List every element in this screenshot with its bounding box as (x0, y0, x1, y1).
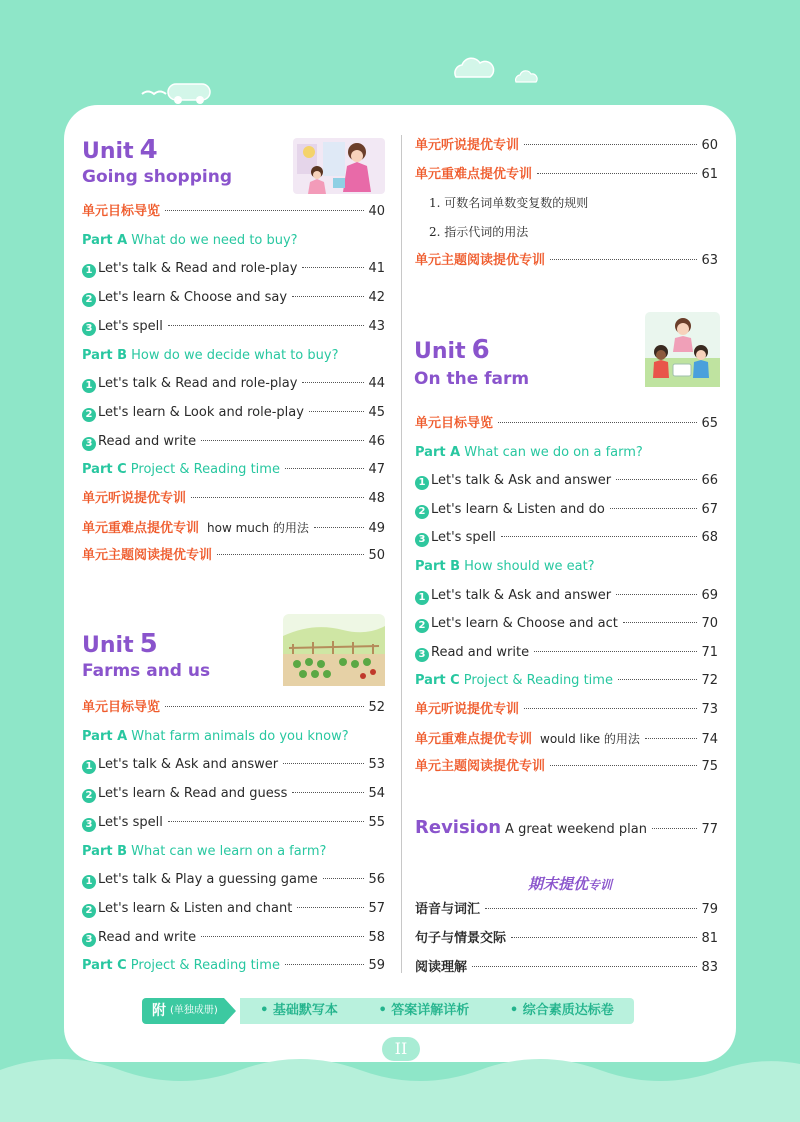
toc-entry-text: Let's spell (98, 318, 163, 334)
page-number: 67 (701, 501, 718, 517)
toc-row-special[interactable] (415, 413, 718, 435)
toc-entry-text: Part B How should we eat? (415, 559, 595, 574)
page-number: 40 (368, 204, 385, 219)
page-number: 60 (701, 138, 718, 153)
page-number: 72 (701, 673, 718, 689)
part-letter: Part C (82, 958, 127, 974)
lesson-number-badge: 1 (415, 476, 429, 490)
appendix-bar (142, 997, 634, 1025)
lesson-number-badge: 1 (82, 379, 96, 393)
toc-entry-text: Let's talk & Ask and answer (431, 587, 612, 603)
toc-entry-text: Part B How do we decide what to buy? (82, 347, 339, 363)
toc-entry-text: Read and write (431, 644, 530, 660)
toc-entry-text: Let's learn & Choose and act (431, 616, 618, 632)
leader-dots (165, 706, 364, 707)
toc-entry-text: Read and write (98, 929, 197, 945)
toc-row-lesson[interactable] (82, 898, 385, 920)
leader-dots (292, 296, 364, 297)
lesson-number-badge: 1 (82, 760, 96, 774)
toc-entry-text: Part A What farm animals do you know? (82, 728, 349, 744)
toc-row-lesson[interactable] (82, 869, 385, 891)
final-heading-tail: 专训 (588, 878, 613, 892)
page-number: 69 (701, 587, 718, 603)
leader-dots (524, 708, 697, 709)
toc-entry-text: 阅读理解 (415, 960, 468, 975)
page-number: 75 (701, 759, 718, 775)
toc-row-lesson[interactable] (415, 585, 718, 607)
toc-entry-text: Let's learn & Read and guess (98, 786, 288, 802)
toc-entry-text: Part B What can we learn on a farm? (82, 843, 327, 859)
unit4-title (82, 136, 158, 166)
toc-entry-text: Let's learn & Look and role-play (98, 404, 304, 420)
cloud-decoration-2 (512, 68, 540, 86)
toc-entry-note: how much 的用法 (207, 520, 309, 535)
leader-dots (165, 210, 364, 211)
leader-dots (616, 479, 697, 480)
page-number: 44 (368, 376, 385, 392)
leader-dots (309, 411, 365, 412)
page-number: 70 (701, 616, 718, 632)
page-number: 57 (368, 900, 385, 916)
page-number: 50 (368, 548, 385, 564)
toc-entry-text: 单元重难点提优专训 (415, 166, 533, 182)
page-number: 53 (368, 757, 385, 773)
toc-row-lesson[interactable] (82, 431, 385, 453)
toc-row-part-c[interactable] (415, 670, 718, 692)
toc-row-special[interactable] (82, 697, 385, 719)
toc-row-part-c[interactable] (82, 459, 385, 481)
leader-dots (283, 763, 364, 764)
toc-entry-text: Read and write (98, 433, 197, 449)
lesson-number-badge: 1 (82, 875, 96, 889)
toc-entry-text: 单元主题阅读提优专训 (415, 252, 546, 268)
page-number: 43 (368, 318, 385, 334)
toc-sub-line: 1. 可数名词单数变复数的规则 (429, 196, 589, 211)
leader-dots (285, 964, 365, 965)
toc-row-lesson[interactable] (82, 258, 385, 280)
toc-entry-text: Part C Project & Reading time (82, 462, 280, 478)
toc-entry-text: Part A What do we need to buy? (82, 232, 298, 248)
lesson-number-badge: 1 (82, 264, 96, 278)
lesson-number-badge: 2 (415, 505, 429, 519)
appendix-items (240, 998, 634, 1024)
leader-dots (623, 622, 698, 623)
part-letter: Part B (82, 843, 128, 859)
toc-row-special[interactable] (415, 728, 718, 750)
unit-number: 5 (139, 629, 158, 659)
toc-entry-text: Let's learn & Listen and chant (98, 900, 293, 916)
toc-entry-text: 单元主题阅读提优专训 (82, 548, 213, 564)
lesson-number-badge: 3 (415, 533, 429, 547)
leader-dots (297, 907, 364, 908)
toc-entry-note: would like 的用法 (540, 731, 640, 746)
leader-dots (618, 679, 698, 680)
toc-entry-text: 单元目标导览 (415, 416, 494, 431)
leader-dots (201, 440, 364, 441)
page-number: 48 (368, 491, 385, 506)
leader-dots (285, 468, 365, 469)
part-letter: Part C (82, 462, 127, 478)
toc-row-lesson[interactable] (415, 642, 718, 664)
toc-part-heading (415, 556, 718, 578)
lesson-number-badge: 3 (82, 437, 96, 451)
final-heading-main: 期末提优 (527, 875, 588, 893)
page-number: 61 (701, 166, 718, 182)
part-letter: Part B (415, 559, 461, 574)
toc-entry-text: 单元目标导览 (82, 700, 161, 715)
lesson-number-badge: 3 (82, 818, 96, 832)
leader-dots (652, 828, 697, 829)
toc-sub-line: 2. 指示代词的用法 (429, 225, 529, 240)
leader-dots (511, 937, 697, 938)
page-number: 83 (701, 960, 718, 975)
leader-dots (550, 765, 697, 766)
toc-part-heading (82, 841, 385, 863)
leader-dots (168, 325, 365, 326)
toc-entry-text: Part C Project & Reading time (82, 958, 280, 974)
toc-row-lesson[interactable] (82, 812, 385, 834)
toc-entry-text: 单元听说提优专训 (82, 491, 187, 506)
toc-entry-text: Let's learn & Choose and say (98, 290, 288, 306)
page-number: 77 (701, 822, 718, 837)
toc-entry-text: Let's spell (98, 814, 163, 830)
leader-dots (201, 936, 364, 937)
toc-row-final[interactable] (415, 928, 718, 950)
page-number: 68 (701, 530, 718, 546)
part-letter: Part A (415, 444, 461, 460)
toc-entry-text: 句子与情景交际 (415, 931, 507, 946)
leader-dots (610, 508, 698, 509)
leader-dots (217, 554, 364, 555)
lesson-number-badge: 2 (82, 789, 96, 803)
lesson-number-badge: 3 (82, 322, 96, 336)
toc-entry-text: Let's talk & Read and role-play (98, 376, 298, 392)
page-number: 46 (368, 433, 385, 449)
page-footer-number: II (382, 1037, 420, 1061)
leader-dots (645, 738, 698, 739)
page-number: 66 (701, 473, 718, 489)
toc-entry-text: Let's talk & Ask and answer (98, 757, 279, 773)
toc-row-lesson[interactable] (82, 402, 385, 424)
page-number: 74 (701, 731, 718, 747)
leader-dots (472, 966, 697, 967)
unit5-subtitle: Farms and us (82, 661, 211, 681)
page-number: 79 (701, 902, 718, 917)
unit-label: Unit (82, 139, 134, 164)
page-number: 52 (368, 700, 385, 715)
cloud-decoration-1 (448, 55, 498, 83)
toc-row-special[interactable] (415, 756, 718, 778)
toc-entry-text: Let's learn & Listen and do (431, 501, 605, 517)
unit-number: 4 (139, 135, 158, 165)
lesson-number-badge: 2 (415, 619, 429, 633)
part-letter: Part C (415, 673, 460, 689)
page-number: 65 (701, 416, 718, 431)
page-number: 73 (701, 702, 718, 717)
lesson-number-badge: 3 (82, 933, 96, 947)
revision-title: A great weekend plan (505, 822, 647, 837)
children-farm-illustration (645, 312, 720, 387)
toc-row-special[interactable] (415, 250, 718, 272)
toc-row-special[interactable] (82, 201, 385, 223)
unit6-subtitle: On the farm (414, 369, 530, 389)
toc-row-lesson[interactable] (415, 470, 718, 492)
toc-entry-text: 语音与词汇 (415, 902, 481, 917)
leader-dots (314, 527, 365, 528)
toc-part-heading (415, 442, 718, 464)
leader-dots (550, 259, 697, 260)
toc-row-special[interactable] (415, 135, 718, 157)
toc-entry-text: 单元听说提优专训 (415, 702, 520, 717)
page-number: 41 (368, 261, 385, 277)
page-number: 55 (368, 814, 385, 830)
toc-entry-text: Part A What can we do on a farm? (415, 444, 643, 460)
leader-dots (524, 144, 697, 145)
leader-dots (616, 594, 697, 595)
toc-entry-text: Let's talk & Read and role-play (98, 261, 298, 277)
toc-row-lesson[interactable] (82, 316, 385, 338)
final-exam-heading (500, 873, 640, 894)
farm-garden-illustration (283, 614, 385, 686)
lesson-number-badge: 3 (415, 648, 429, 662)
toc-entry-text: 单元重难点提优专训 (82, 520, 200, 536)
toc-row-lesson[interactable] (82, 287, 385, 309)
toc-entry-text: 单元目标导览 (82, 204, 161, 219)
unit6-title (414, 336, 490, 366)
appendix-char: 附 (152, 1003, 166, 1019)
toc-row-lesson[interactable] (82, 754, 385, 776)
unit5-title (82, 630, 158, 660)
leader-dots (302, 267, 364, 268)
lesson-number-badge: 2 (82, 904, 96, 918)
girls-shopping-illustration (293, 138, 385, 194)
page-number: 81 (701, 931, 718, 946)
toc-row-lesson[interactable] (82, 927, 385, 949)
part-letter: Part A (82, 232, 128, 248)
toc-row-final[interactable] (415, 899, 718, 921)
leader-dots (537, 173, 697, 174)
part-letter: Part B (82, 347, 128, 363)
leader-dots (292, 792, 364, 793)
toc-entry-text: 单元重难点提优专训 (415, 731, 533, 747)
toc-entry-text: Let's spell (431, 530, 496, 546)
column-divider (401, 135, 402, 973)
appendix-label (142, 998, 224, 1024)
toc-entry-text: 单元主题阅读提优专训 (415, 759, 546, 775)
toc-part-heading (82, 726, 385, 748)
leader-dots (534, 651, 697, 652)
toc-row-special[interactable] (415, 699, 718, 721)
unit-label: Unit (414, 339, 466, 364)
page-number: 54 (368, 786, 385, 802)
part-letter: Part A (82, 728, 128, 744)
appendix-note: (单独成册) (170, 1005, 218, 1016)
lesson-number-badge: 1 (415, 591, 429, 605)
toc-entry-text: Part C Project & Reading time (415, 673, 613, 689)
toc-part-heading (82, 230, 385, 252)
toc-entry-text: Let's talk & Play a guessing game (98, 872, 318, 888)
toc-row-revision[interactable] (415, 815, 718, 841)
leader-dots (323, 878, 365, 879)
toc-row-lesson[interactable] (82, 373, 385, 395)
lesson-number-badge: 2 (82, 293, 96, 307)
page-number: 58 (368, 929, 385, 945)
toc-part-heading (82, 345, 385, 367)
page-number: 47 (368, 462, 385, 478)
page-number: 45 (368, 404, 385, 420)
toc-row-special[interactable] (82, 488, 385, 510)
toc-row-lesson[interactable] (415, 527, 718, 549)
page-number: 59 (368, 958, 385, 974)
leader-dots (302, 382, 364, 383)
toc-row-special[interactable] (415, 164, 718, 186)
leader-dots (168, 821, 365, 822)
toc-row-lesson[interactable] (415, 613, 718, 635)
page-number: 71 (701, 644, 718, 660)
leader-dots (485, 908, 697, 909)
toc-row-special[interactable] (82, 545, 385, 567)
unit-label: Unit (82, 633, 134, 658)
toc-entry-text: Let's talk & Ask and answer (431, 473, 612, 489)
page-number: 49 (368, 520, 385, 536)
toc-row-special[interactable] (82, 517, 385, 539)
toc-row-lesson[interactable] (415, 499, 718, 521)
leader-dots (501, 536, 698, 537)
appendix-item[interactable]: • 基础默写本 (260, 1003, 338, 1018)
toc-row-part-c[interactable] (82, 955, 385, 977)
leader-dots (191, 497, 364, 498)
toc-entry-text: 单元听说提优专训 (415, 138, 520, 153)
car-cloud-decoration (140, 78, 220, 108)
page-number: 42 (368, 290, 385, 306)
unit-number: 6 (471, 335, 490, 365)
unit4-subtitle: Going shopping (82, 167, 232, 187)
appendix-item[interactable]: • 综合素质达标卷 (509, 1003, 614, 1018)
revision-label: Revision (415, 817, 502, 838)
lesson-number-badge: 2 (82, 408, 96, 422)
appendix-arrow (224, 998, 236, 1024)
toc-row-final[interactable] (415, 957, 718, 979)
page-number: 63 (701, 252, 718, 268)
page-number: 56 (368, 872, 385, 888)
appendix-item[interactable]: • 答案详解详析 (378, 1003, 470, 1018)
leader-dots (498, 422, 697, 423)
toc-row-lesson[interactable] (82, 783, 385, 805)
